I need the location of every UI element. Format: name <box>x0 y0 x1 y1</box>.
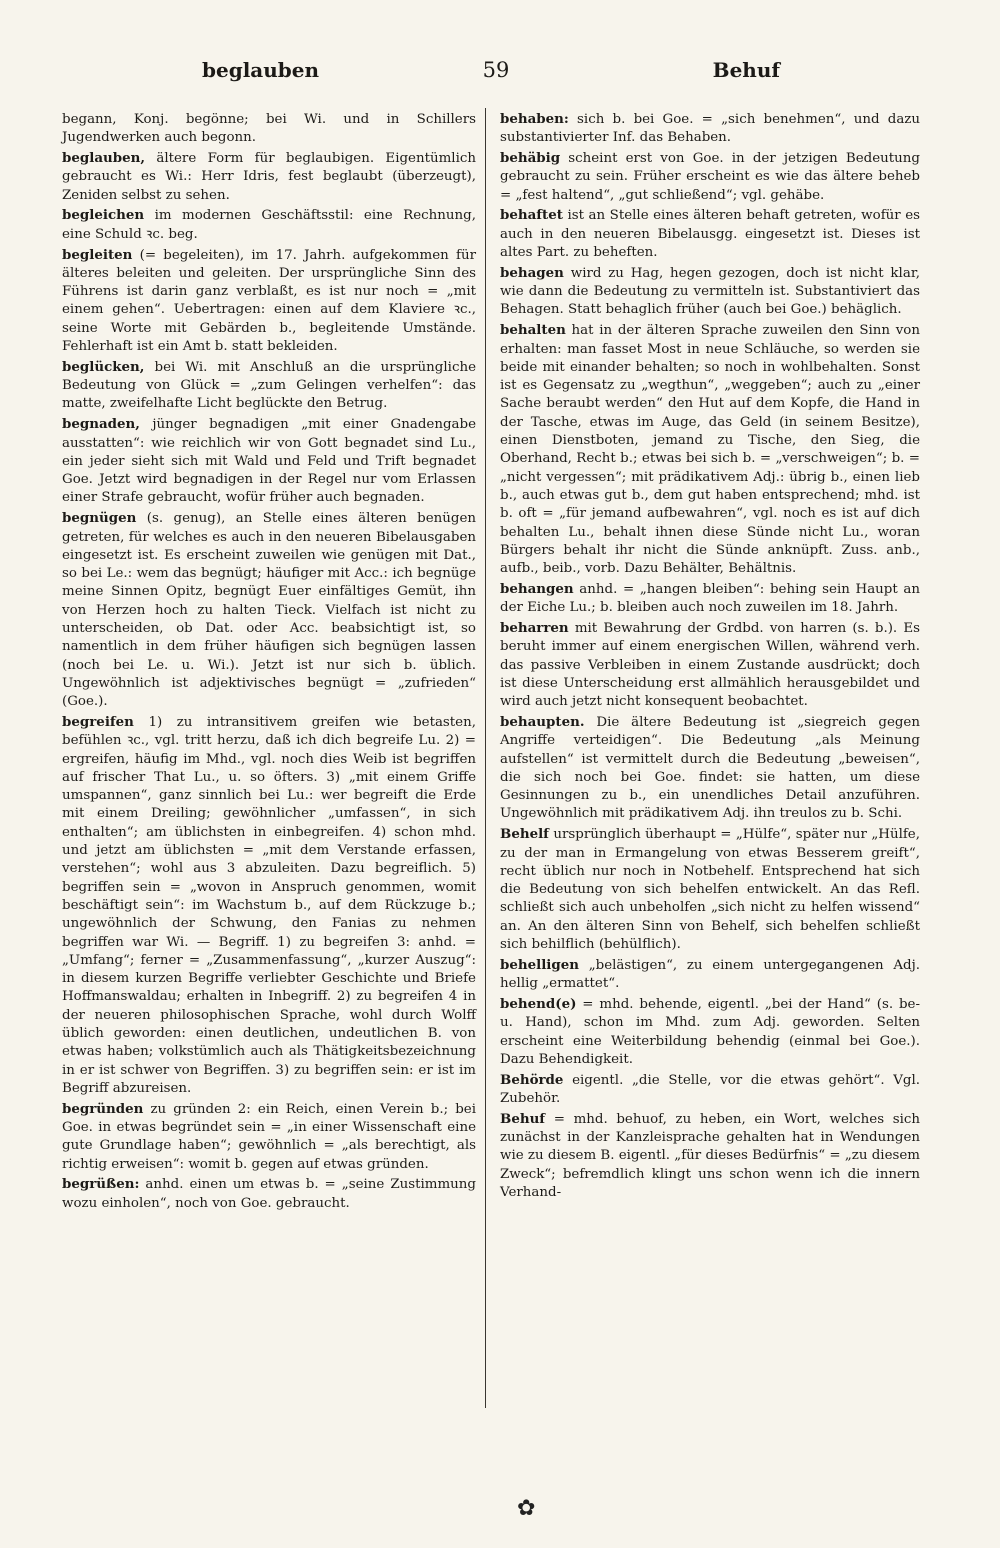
entry <box>500 1110 920 1202</box>
entry-text: „belästigen“, zu einem untergegangenen Adj. hellig „ermattet“. <box>500 957 920 992</box>
entry <box>500 110 920 148</box>
entry-text: anhd. einen um etwas b. = „seine Zustimmung wozu einholen“, noch von Goe. gebraucht. <box>62 1177 476 1211</box>
entry-headword: begnügen <box>62 510 137 527</box>
column-divider <box>485 108 486 1408</box>
entry-text: (s. genug), an Stelle eines älteren benügen getreten, für welches es auch in den neueren Bibelausgaben eingesetzt ist. Es erscheint zuweilen wie genügen mit Dat., so bei Le.: wem das begnügt; häufiger mit Acc.: ich begnüge meine Sinnen Opitz, begnügt Euer einfältiges Gemüt, ihn von Herzen hoch zu halten Tieck. Vielfach ist nicht zu unterscheiden, ob Dat. oder Acc. beabsichtigt ist, so namentlich in dem früher häufigen sich begnügen lassen (noch bei Le. u. Wi.). Jetzt ist nur sich b. üblich. Ungewöhnlich ist adjektivisches begnügt = „zufrieden“ (Goe.). <box>62 511 476 710</box>
entry <box>62 206 476 244</box>
entry <box>500 825 920 954</box>
entry-headword: behaupten. <box>500 714 585 730</box>
entry-text: jünger begnadigen „mit einer Gnadengabe ausstatten“: wie reichlich wir von Gott begnadet sind Lu., ein jeder sieht sich mit Wald und Feld und Trift begnadet Goe. Jetzt wird begnadigen in der Regel nur vom Erlassen einer Strafe gebraucht, wofür früher auch begnaden. <box>62 417 476 506</box>
entry <box>500 995 920 1069</box>
header-left-catchword: beglauben <box>202 58 320 82</box>
running-header <box>62 58 930 88</box>
right-column <box>500 110 920 1202</box>
page-number: 59 <box>482 58 510 82</box>
entry-text: zu gründen 2: ein Reich, einen Verein b.; bei Goe. in etwas begründet sein = „in einer Wissenschaft eine gute Grundlage haben“; gewöhnlich = „als berechtigt, als richtig erweisen“: womit b. gegen auf etwas gründen. <box>62 1101 476 1172</box>
entry-headword: behangen <box>500 580 574 597</box>
entry-text: bei Wi. mit Anschluß an die ursprüngliche Bedeutung von Glück = „zum Gelingen verhelfen“: das matte, zweifelhafte Licht beglückte den Betrug. <box>62 359 476 412</box>
entry-headword: begründen <box>62 1100 144 1117</box>
entry-headword: behaben: <box>500 111 569 127</box>
entry-headword: begnaden, <box>62 416 140 433</box>
entry-headword: behelligen <box>500 956 580 973</box>
entry <box>500 1071 920 1109</box>
entry <box>62 358 476 414</box>
entry-text: eigentl. „die Stelle, vor die etwas gehört“. Vgl. Zubehör. <box>500 1072 920 1106</box>
ink-blot-ornament: ✿ <box>517 1496 536 1521</box>
left-column <box>62 110 476 1213</box>
entry-headword: Behörde <box>500 1071 564 1088</box>
entry-text: sich b. bei Goe. = „sich benehmen“, und dazu substantivierter Inf. das Behaben. <box>500 112 920 146</box>
entry-headword: behalten <box>500 322 566 339</box>
entry-text: im modernen Geschäftsstil: eine Rechnung, eine Schuld ꝛc. beg. <box>62 208 476 242</box>
entry-headword: beharren <box>500 620 569 637</box>
entry-headword: behend(e) <box>500 995 577 1012</box>
entry-headword: Behuf <box>500 1110 546 1127</box>
entry-text: scheint erst von Goe. in der jetzigen Bedeutung gebraucht zu sein. Früher erscheint es wie das ältere beheb = „fest haltend“, „gut schließend“; vgl. gehäbe. <box>500 151 920 203</box>
entry <box>62 509 476 711</box>
entry-headword: behagen <box>500 264 564 281</box>
entry <box>500 956 920 994</box>
entry <box>62 713 476 1098</box>
entry <box>62 1100 476 1174</box>
entry <box>500 321 920 578</box>
entry <box>62 415 476 507</box>
entry <box>500 206 920 262</box>
entry-headword: begrüßen: <box>62 1176 140 1193</box>
entry-text: anhd. = „hangen bleiben“: behing sein Haupt an der Eiche Lu.; b. bleiben auch noch zuweilen im 18. Jahrh. <box>500 581 920 616</box>
entry-text: begann, Konj. begönne; bei Wi. und in Schillers Jugendwerken auch begonn. <box>62 112 476 146</box>
header-right-catchword: Behuf <box>712 58 780 82</box>
entry-text: Die ältere Bedeutung ist „siegreich gegen Angriffe verteidigen“. Die Bedeutung „als Meinung aufstellen“ ist vermittelt durch die Bedeutung „beweisen“, die sich noch bei Goe. findet: sie hatten, um diese Gesinnungen zu b., ein unendliches Detail anzuführen. Ungewöhnlich mit prädikativem Adj. ihn treulos zu b. Schi. <box>500 715 920 822</box>
entry <box>500 149 920 205</box>
entry-text: hat in der älteren Sprache zuweilen den Sinn von erhalten: man fasset Most in neue Schläuche, so werden sie beide mit einander behalten; so noch in wohlbehalten. Sonst ist es Gegensatz zu „wegthun“, „weggeben“; auch zu „einer Sache beraubt werden“ den Hut auf dem Kopfe, die Hand in der Tasche, etwas im Auge, das Geld (in seinem Besitze), einen Dienstboten, jemand zu Tische, den Sieg, die Oberhand, Recht b.; etwas bei sich b. = „verschweigen“; b. = „nicht vergessen“; mit prädikativem Adj.: übrig b., einen lieb b., auch etwas gut b., dem gut haben entsprechend; mhd. ist b. oft = „für jemand aufbewahren“, vgl. noch es ist auf dich behalten Lu., behalt ihnen diese Sünde nicht Lu., woran Bürgers behalt ihr nicht die Sünde anknüpft. Zuss. anb., aufb., beib., vorb. Dazu Behälter, Behältnis. <box>500 323 920 577</box>
entry <box>500 580 920 618</box>
entry <box>62 110 476 148</box>
entry-text: 1) zu intransitivem greifen wie betasten, befühlen ꝛc., vgl. tritt herzu, daß ich dich begreife Lu. 2) = ergreifen, häufig im Mhd., vgl. noch dies Weib ist begriffen auf frischer That Lu., u. so öfters. 3) „mit einem Griffe umspannen“, ganz sinnlich bei Lu.: wer begreift die Erde mit einem Dreiling; gewöhnlicher „umfassen“, in sich enthalten“; am üblichsten in einbegreifen. 4) schon mhd. und jetzt am üblichsten = „mit dem Verstande erfassen, verstehen“; wohl aus 3 abzuleiten. Dazu begreiflich. 5) begriffen sein = „wovon in Anspruch genommen, womit beschäftigt sein“: im Wachstum b., auf dem Rückzuge b.; ungewöhnlich der Schwung, den Fanias zu nehmen begriffen war Wi. — Begriff. 1) zu begreifen 3: anhd. = „Umfang“; ferner = „Zusammenfassung“, „kurzer Auszug“: in diesem kurzen Begriffe verliebter Geschichte und Briefe Hoffmanswaldau; erhalten in Inbegriff. 2) zu begreifen 4 in der neueren philosophischen Sprache, wohl durch Wolff üblich geworden: einen deutlichen, undeutlichen B. von etwas haben; volkstümlich auch als Thätigkeitsbezeichnung in er ist schwer von Begriffen. 3) zu begriffen sein: er ist im Begriff abzureisen. <box>62 715 476 1096</box>
entry <box>500 619 920 711</box>
entry <box>62 1175 476 1213</box>
entry-text: wird zu Hag, hegen gezogen, doch ist nicht klar, wie dann die Bedeutung zu vermitteln ist. Substantiviert das Behagen. Statt behaglich früher (auch bei Goe.) behäglich. <box>500 265 920 318</box>
entry-headword: begreifen <box>62 714 134 730</box>
entry-text: ursprünglich überhaupt = „Hülfe“, später nur „Hülfe, zu der man in Ermangelung von etwas Besserem greift“, recht üblich nur noch in Notbehelf. Entsprechend hat sich die Bedeutung von sich behelfen entwickelt. An das Refl. schließt sich auch unbeholfen „sich nicht zu helfen wissend“ an. An den älteren Sinn von Behelf, sich behelfen schließt sich behilflich (behülflich). <box>500 827 920 953</box>
entry-text: mit Bewahrung der Grdbd. von harren (s. b.). Es beruht immer auf einem energischen Willen, während verh. das passive Verbleiben in einem Zustande ausdrückt; doch ist diese Unterscheidung erst allmählich herausgebildet und wird auch jetzt nicht konsequent beobachtet. <box>500 621 920 710</box>
entry <box>500 264 920 320</box>
entry-text: ältere Form für beglaubigen. Eigentümlich gebraucht es Wi.: Herr Idris, fest beglaubt (überzeugt), Zeniden selbst zu sehen. <box>62 151 476 203</box>
entry-headword: behäbig <box>500 150 561 167</box>
entry-headword: begleichen <box>62 207 145 224</box>
entry-text: = mhd. behende, eigentl. „bei der Hand“ (s. be- u. Hand), schon im Mhd. zum Adj. geworden. Selten erscheint eine Weiterbildung behendig (einmal bei Goe.). Dazu Behendigkeit. <box>500 996 920 1067</box>
entry-text: (= begeleiten), im 17. Jahrh. aufgekommen für älteres beleiten und geleiten. Der ursprüngliche Sinn des Führens ist darin ganz verblaßt, es ist nur noch = „mit einem gehen“. Uebertragen: einen auf dem Klaviere ꝛc., seine Worte mit Gebärden b., begleitende Umstände. Fehlerhaft ist ein Amt b. statt bekleiden. <box>62 247 476 355</box>
entry-headword: Behelf <box>500 826 549 843</box>
entry-headword: begleiten <box>62 246 133 263</box>
entry <box>500 713 920 824</box>
entry-headword: beglücken, <box>62 358 145 375</box>
entry-headword: behaftet <box>500 207 563 224</box>
entry-text: ist an Stelle eines älteren behaft getreten, wofür es auch in den neueren Bibelausgg. eingesetzt ist. Dieses ist altes Part. zu beheften. <box>500 208 920 261</box>
entry-text: = mhd. behuof, zu heben, ein Wort, welches sich zunächst in der Kanzleisprache gehalten hat in Wendungen wie zu diesem B. eigentl. „für dieses Bedürfnis“ = „zu diesem Zweck“; befremdlich klingt uns schon wenn ich die innern Verhand- <box>500 1111 920 1200</box>
entry <box>62 246 476 357</box>
entry <box>62 149 476 205</box>
entry-headword: beglauben, <box>62 150 146 167</box>
